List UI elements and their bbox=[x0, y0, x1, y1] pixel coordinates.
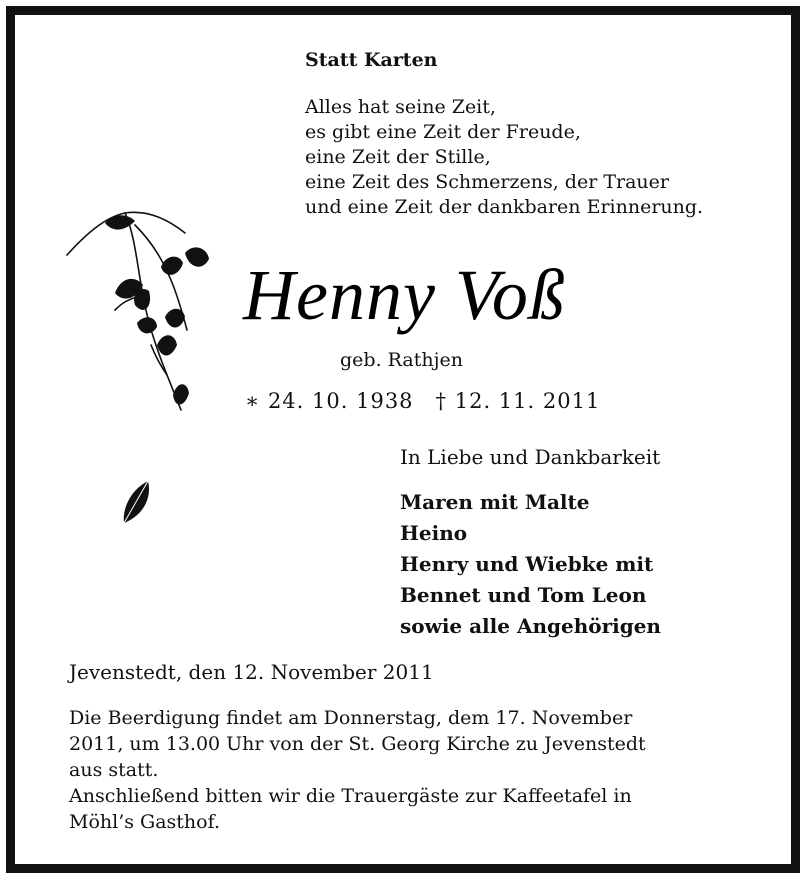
deceased-name: Henny Voß bbox=[243, 255, 566, 335]
quote bbox=[305, 95, 703, 220]
place-date: Jevenstedt, den 12. November 2011 bbox=[69, 660, 434, 684]
mourner: sowie alle Angehörigen bbox=[400, 614, 661, 638]
heading: Statt Karten bbox=[305, 49, 438, 71]
death-date: † 12. 11. 2011 bbox=[435, 389, 601, 413]
funeral-details bbox=[69, 705, 789, 835]
quote-line: eine Zeit des Schmerzens, der Trauer bbox=[305, 171, 669, 193]
quote-line: Alles hat seine Zeit, bbox=[305, 96, 496, 118]
mourner: Maren mit Malte bbox=[400, 490, 590, 514]
quote-line: und eine Zeit der dankbaren Erinnerung. bbox=[305, 196, 704, 218]
dedication: In Liebe und Dankbarkeit bbox=[400, 445, 661, 469]
mourner: Bennet und Tom Leon bbox=[400, 583, 647, 607]
mourner: Heino bbox=[400, 521, 468, 545]
quote-line: es gibt eine Zeit der Freude, bbox=[305, 121, 581, 143]
funeral-line: Die Beerdigung findet am Donnerstag, dem 17. November bbox=[69, 707, 633, 729]
funeral-line: Anschließend bitten wir die Trauergäste zur Kaffeetafel in bbox=[69, 785, 632, 807]
falling-leaf-icon bbox=[120, 477, 154, 527]
funeral-line: 2011, um 13.00 Uhr von der St. Georg Kirche zu Jevenstedt bbox=[69, 733, 646, 755]
quote-line: eine Zeit der Stille, bbox=[305, 146, 491, 168]
funeral-line: aus statt. bbox=[69, 759, 159, 781]
obituary-frame bbox=[6, 6, 800, 873]
maiden-name: geb. Rathjen bbox=[340, 349, 463, 371]
birth-date: ∗ 24. 10. 1938 bbox=[245, 389, 414, 413]
life-dates bbox=[245, 389, 622, 413]
funeral-line: Möhl’s Gasthof. bbox=[69, 811, 220, 833]
birch-branch-icon bbox=[65, 205, 215, 425]
mourners-list bbox=[400, 487, 661, 642]
mourner: Henry und Wiebke mit bbox=[400, 552, 654, 576]
